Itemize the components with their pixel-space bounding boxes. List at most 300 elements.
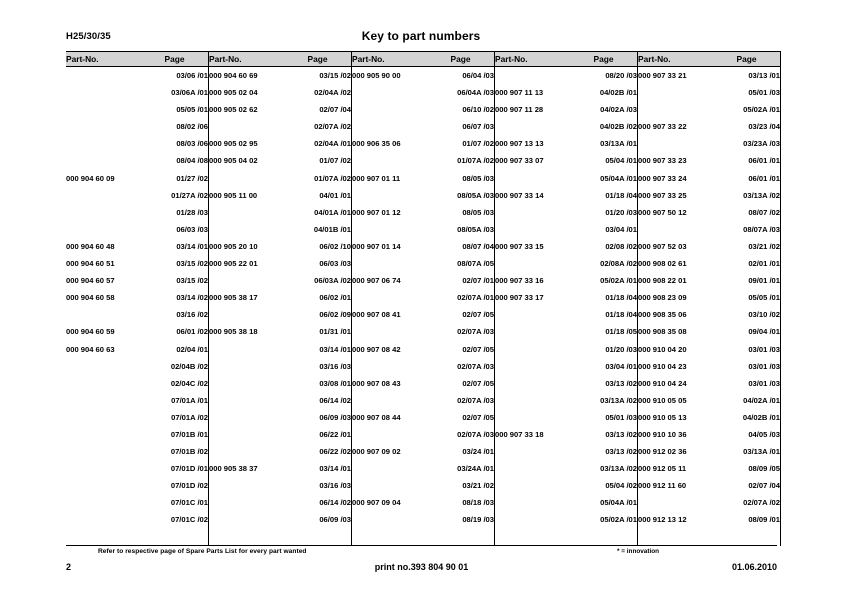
cell-part-no bbox=[209, 341, 285, 358]
column-header-page-1: Page bbox=[141, 52, 209, 67]
cell-part-no bbox=[352, 187, 428, 204]
cell-part-no bbox=[66, 511, 141, 528]
cell-part-no bbox=[209, 170, 285, 187]
cell-part-no bbox=[66, 477, 141, 494]
cell-part-no bbox=[352, 460, 428, 477]
cell-page: 03/13A /02 bbox=[600, 395, 637, 405]
cell-page: 05/02A /01 bbox=[600, 276, 637, 286]
cell-page: 03/24 /01 bbox=[462, 447, 494, 457]
cell-page: 02/04C /02 bbox=[170, 378, 208, 388]
document-header bbox=[66, 31, 776, 49]
cell-part-no bbox=[495, 170, 571, 187]
cell-part-no bbox=[495, 392, 571, 409]
table-row bbox=[66, 375, 781, 392]
cell-part-no bbox=[352, 84, 428, 101]
cell-page: 03/24A /01 bbox=[457, 464, 494, 474]
table-row bbox=[66, 101, 781, 118]
cell-page: 07/01B /01 bbox=[170, 429, 208, 439]
cell-part-no: 000 905 38 18 bbox=[209, 323, 285, 340]
cell-page: 06/02 /01 bbox=[319, 293, 351, 303]
column-header-page-4: Page bbox=[570, 52, 638, 67]
column-header-part-no-4: Part-No. bbox=[495, 52, 571, 67]
cell-page: 01/07 /02 bbox=[462, 139, 494, 149]
cell-part-no: 000 908 35 08 bbox=[638, 323, 714, 340]
cell-page: 05/05 /01 bbox=[176, 105, 208, 115]
cell-page: 08/07 /02 bbox=[713, 204, 781, 221]
document-footer bbox=[66, 562, 777, 576]
table-row bbox=[66, 306, 781, 323]
page-number: 2 bbox=[66, 562, 72, 572]
cell-part-no bbox=[66, 101, 141, 118]
cell-page: 04/02B /02 bbox=[599, 122, 637, 132]
print-number: print no.393 804 90 01 bbox=[374, 562, 469, 572]
cell-page: 01/20 /03 bbox=[605, 207, 637, 217]
column-header-page-5: Page bbox=[713, 52, 781, 67]
table-row bbox=[66, 204, 781, 221]
table-row bbox=[66, 187, 781, 204]
cell-part-no bbox=[638, 494, 714, 511]
cell-part-no: 000 907 08 43 bbox=[352, 375, 428, 392]
table-row bbox=[66, 238, 781, 255]
cell-part-no bbox=[352, 118, 428, 135]
cell-page: 04/01 /01 bbox=[319, 190, 351, 200]
cell-page: 02/08A /02 bbox=[600, 259, 637, 269]
cell-page: 07/01D /02 bbox=[170, 481, 208, 491]
cell-part-no bbox=[352, 392, 428, 409]
cell-page: 02/07A /03 bbox=[457, 395, 494, 405]
cell-part-no: 000 907 08 41 bbox=[352, 306, 428, 323]
cell-page: 02/07A /03 bbox=[457, 361, 494, 371]
table-row bbox=[66, 494, 781, 511]
cell-page: 06/01 /02 bbox=[176, 327, 208, 337]
cell-page: 01/28 /03 bbox=[176, 207, 208, 217]
cell-page: 05/04 /02 bbox=[605, 481, 637, 491]
cell-part-no: 000 908 02 61 bbox=[638, 255, 714, 272]
cell-part-no: 000 904 60 63 bbox=[66, 344, 115, 354]
cell-page: 08/02 /06 bbox=[176, 122, 208, 132]
cell-page: 06/09 /03 bbox=[319, 515, 351, 525]
cell-part-no bbox=[66, 392, 141, 409]
cell-page: 03/16 /02 bbox=[176, 310, 208, 320]
cell-part-no: 000 905 38 17 bbox=[209, 289, 285, 306]
cell-page: 02/07 /04 bbox=[713, 477, 781, 494]
cell-part-no bbox=[66, 221, 141, 238]
table-row bbox=[66, 135, 781, 152]
cell-page: 06/03A /02 bbox=[314, 276, 351, 286]
cell-page: 05/02A /01 bbox=[600, 515, 637, 525]
cell-part-no bbox=[495, 375, 571, 392]
cell-page: 05/01 /03 bbox=[713, 84, 781, 101]
cell-page: 03/01 /03 bbox=[713, 375, 781, 392]
cell-part-no bbox=[495, 443, 571, 460]
cell-part-no bbox=[352, 152, 428, 169]
cell-page: 08/18 /03 bbox=[462, 498, 494, 508]
cell-part-no bbox=[352, 529, 428, 546]
cell-page: 06/22 /01 bbox=[319, 429, 351, 439]
cell-page: 01/07 /02 bbox=[319, 156, 351, 166]
cell-part-no bbox=[209, 443, 285, 460]
cell-page: 03/01 /03 bbox=[713, 341, 781, 358]
cell-part-no: 000 904 60 59 bbox=[66, 327, 115, 337]
cell-part-no: 000 904 60 09 bbox=[66, 173, 115, 183]
cell-part-no bbox=[66, 529, 141, 546]
cell-page: 05/02A /01 bbox=[713, 101, 781, 118]
cell-part-no bbox=[66, 152, 141, 169]
cell-part-no bbox=[66, 84, 141, 101]
cell-part-no: 000 907 09 04 bbox=[352, 494, 428, 511]
cell-page: 01/27 /02 bbox=[176, 173, 208, 183]
cell-page: 04/02A /01 bbox=[713, 392, 781, 409]
cell-part-no: 000 912 05 11 bbox=[638, 460, 714, 477]
cell-part-no: 000 910 04 23 bbox=[638, 358, 714, 375]
cell-page: 04/02A /03 bbox=[600, 105, 637, 115]
cell-page: 03/23 /04 bbox=[713, 118, 781, 135]
cell-page: 08/05A /03 bbox=[457, 190, 494, 200]
cell-part-no: 000 908 35 06 bbox=[638, 306, 714, 323]
cell-part-no bbox=[495, 341, 571, 358]
cell-part-no: 000 907 08 44 bbox=[352, 409, 428, 426]
cell-part-no bbox=[495, 460, 571, 477]
cell-part-no bbox=[209, 118, 285, 135]
cell-part-no: 000 912 11 60 bbox=[638, 477, 714, 494]
table-bottom-rule bbox=[66, 545, 777, 546]
cell-page: 06/03 /03 bbox=[176, 224, 208, 234]
cell-page: 01/07A /02 bbox=[457, 156, 494, 166]
column-header-part-no-1: Part-No. bbox=[66, 52, 141, 67]
cell-part-no bbox=[209, 306, 285, 323]
cell-page: 05/05 /01 bbox=[713, 289, 781, 306]
cell-part-no bbox=[66, 426, 141, 443]
cell-page: 01/20 /03 bbox=[605, 344, 637, 354]
cell-part-no bbox=[209, 494, 285, 511]
cell-part-no: 000 908 22 01 bbox=[638, 272, 714, 289]
cell-page: 07/01A /02 bbox=[171, 412, 208, 422]
cell-page: 02/07 /04 bbox=[319, 105, 351, 115]
cell-page: 03/14 /01 bbox=[319, 464, 351, 474]
cell-part-no: 000 910 04 24 bbox=[638, 375, 714, 392]
table-row bbox=[66, 84, 781, 101]
cell-part-no bbox=[66, 443, 141, 460]
cell-part-no: 000 904 60 51 bbox=[66, 259, 115, 269]
cell-page: 05/04A /01 bbox=[600, 173, 637, 183]
cell-page: 06/09 /03 bbox=[319, 412, 351, 422]
cell-page: 07/01C /02 bbox=[170, 515, 208, 525]
table-row bbox=[66, 67, 781, 85]
cell-page: 08/04 /08 bbox=[176, 156, 208, 166]
cell-page: 03/10 /02 bbox=[713, 306, 781, 323]
cell-page: 04/01B /01 bbox=[313, 224, 351, 234]
cell-part-no bbox=[209, 204, 285, 221]
cell-page: 03/01 /03 bbox=[713, 358, 781, 375]
cell-page: 08/07A /03 bbox=[713, 221, 781, 238]
cell-part-no: 000 912 13 12 bbox=[638, 511, 714, 528]
cell-part-no: 000 907 11 13 bbox=[495, 84, 571, 101]
cell-part-no bbox=[352, 323, 428, 340]
cell-page: 02/07 /05 bbox=[462, 378, 494, 388]
footnote-spare-parts: Refer to respective page of Spare Parts List for every part wanted bbox=[98, 548, 307, 555]
cell-part-no: 000 905 02 95 bbox=[209, 135, 285, 152]
cell-part-no: 000 908 23 09 bbox=[638, 289, 714, 306]
table-row bbox=[66, 426, 781, 443]
cell-page: 01/18 /04 bbox=[605, 190, 637, 200]
cell-page: 08/03 /06 bbox=[176, 139, 208, 149]
cell-part-no: 000 907 52 03 bbox=[638, 238, 714, 255]
cell-page: 02/04A /01 bbox=[314, 139, 351, 149]
cell-part-no: 000 905 04 02 bbox=[209, 152, 285, 169]
cell-page: 03/04 /01 bbox=[605, 224, 637, 234]
cell-page: 03/06A /01 bbox=[171, 88, 208, 98]
cell-part-no bbox=[638, 135, 714, 152]
cell-part-no: 000 907 06 74 bbox=[352, 272, 428, 289]
cell-part-no bbox=[66, 67, 141, 85]
cell-page: 02/07A /03 bbox=[457, 327, 494, 337]
cell-page: 06/02 /09 bbox=[319, 310, 351, 320]
cell-part-no: 000 910 04 20 bbox=[638, 341, 714, 358]
table-row bbox=[66, 409, 781, 426]
cell-page bbox=[141, 529, 209, 546]
cell-page: 01/31 /01 bbox=[319, 327, 351, 337]
cell-part-no: 000 907 33 18 bbox=[495, 426, 571, 443]
cell-page: 08/09 /01 bbox=[713, 511, 781, 528]
cell-page: 02/07A /02 bbox=[713, 494, 781, 511]
cell-part-no bbox=[638, 84, 714, 101]
cell-part-no: 000 905 22 01 bbox=[209, 255, 285, 272]
cell-page: 06/14 /02 bbox=[319, 395, 351, 405]
cell-part-no bbox=[209, 477, 285, 494]
cell-part-no bbox=[495, 511, 571, 528]
table-row bbox=[66, 460, 781, 477]
cell-page: 02/07A /03 bbox=[457, 429, 494, 439]
cell-part-no bbox=[352, 477, 428, 494]
cell-page: 02/01 /01 bbox=[713, 255, 781, 272]
cell-part-no bbox=[66, 306, 141, 323]
cell-part-no bbox=[352, 426, 428, 443]
cell-page: 02/07 /05 bbox=[462, 344, 494, 354]
cell-page: 03/16 /03 bbox=[319, 361, 351, 371]
table-row bbox=[66, 392, 781, 409]
cell-page: 03/13A /01 bbox=[600, 139, 637, 149]
cell-part-no: 000 904 60 69 bbox=[209, 67, 285, 85]
cell-page: 08/07A /05 bbox=[457, 259, 494, 269]
cell-part-no bbox=[495, 477, 571, 494]
table-header-row bbox=[66, 52, 781, 67]
cell-part-no: 000 907 33 16 bbox=[495, 272, 571, 289]
cell-part-no bbox=[209, 221, 285, 238]
cell-page: 06/04 /03 bbox=[462, 71, 494, 80]
cell-part-no: 000 905 02 04 bbox=[209, 84, 285, 101]
cell-part-no: 000 904 60 58 bbox=[66, 293, 115, 303]
cell-page: 06/02 /10 bbox=[319, 241, 351, 251]
column-header-page-2: Page bbox=[284, 52, 352, 67]
cell-page: 02/07 /01 bbox=[462, 276, 494, 286]
cell-page: 03/08 /01 bbox=[319, 378, 351, 388]
cell-part-no bbox=[209, 511, 285, 528]
cell-page bbox=[570, 529, 638, 546]
cell-part-no bbox=[495, 358, 571, 375]
cell-part-no: 000 907 13 13 bbox=[495, 135, 571, 152]
cell-part-no: 000 907 33 17 bbox=[495, 289, 571, 306]
cell-page: 06/14 /02 bbox=[319, 498, 351, 508]
cell-page: 03/15 /02 bbox=[176, 276, 208, 286]
cell-page: 06/03 /03 bbox=[319, 259, 351, 269]
cell-page: 09/04 /01 bbox=[713, 323, 781, 340]
cell-part-no bbox=[352, 221, 428, 238]
cell-page: 02/08 /02 bbox=[605, 241, 637, 251]
cell-page: 03/13 /02 bbox=[605, 378, 637, 388]
cell-page: 08/09 /05 bbox=[713, 460, 781, 477]
cell-part-no bbox=[66, 204, 141, 221]
cell-page: 05/04 /01 bbox=[605, 156, 637, 166]
model-code: H25/30/35 bbox=[66, 31, 111, 42]
cell-part-no: 000 904 60 48 bbox=[66, 241, 115, 251]
cell-part-no: 000 907 33 24 bbox=[638, 170, 714, 187]
cell-page: 03/16 /03 bbox=[319, 481, 351, 491]
cell-page: 04/02B /01 bbox=[713, 409, 781, 426]
cell-part-no bbox=[352, 358, 428, 375]
cell-part-no: 000 905 02 62 bbox=[209, 101, 285, 118]
table-row bbox=[66, 255, 781, 272]
cell-part-no: 000 907 11 28 bbox=[495, 101, 571, 118]
cell-page: 04/02B /01 bbox=[599, 88, 637, 98]
part-number-key-table bbox=[66, 51, 781, 546]
cell-part-no: 000 907 33 25 bbox=[638, 187, 714, 204]
cell-part-no bbox=[638, 101, 714, 118]
cell-part-no bbox=[209, 409, 285, 426]
cell-page: 03/23A /03 bbox=[713, 135, 781, 152]
cell-page: 03/14 /01 bbox=[176, 241, 208, 251]
cell-part-no bbox=[352, 289, 428, 306]
cell-part-no: 000 910 10 36 bbox=[638, 426, 714, 443]
cell-page: 06/10 /02 bbox=[462, 105, 494, 115]
cell-page bbox=[713, 529, 781, 546]
cell-part-no bbox=[495, 67, 571, 85]
cell-part-no bbox=[638, 529, 714, 546]
cell-page: 06/01 /01 bbox=[713, 170, 781, 187]
cell-page: 02/07 /05 bbox=[462, 310, 494, 320]
cell-part-no bbox=[352, 101, 428, 118]
cell-page: 06/04A /03 bbox=[457, 88, 494, 98]
cell-part-no bbox=[495, 255, 571, 272]
cell-part-no bbox=[352, 511, 428, 528]
cell-part-no: 000 910 05 13 bbox=[638, 409, 714, 426]
column-header-part-no-2: Part-No. bbox=[209, 52, 285, 67]
cell-part-no bbox=[209, 529, 285, 546]
cell-part-no bbox=[209, 272, 285, 289]
table-row bbox=[66, 443, 781, 460]
cell-part-no: 000 905 20 10 bbox=[209, 238, 285, 255]
cell-page: 03/14 /02 bbox=[176, 293, 208, 303]
table-row bbox=[66, 118, 781, 135]
column-header-part-no-3: Part-No. bbox=[352, 52, 428, 67]
table-row bbox=[66, 323, 781, 340]
cell-part-no: 000 907 33 22 bbox=[638, 118, 714, 135]
cell-page: 03/15 /02 bbox=[176, 259, 208, 269]
cell-page: 03/14 /01 bbox=[319, 344, 351, 354]
cell-page: 09/01 /01 bbox=[713, 272, 781, 289]
cell-page: 03/13 /01 bbox=[713, 67, 781, 85]
table-row bbox=[66, 152, 781, 169]
cell-part-no bbox=[495, 529, 571, 546]
cell-page: 03/13A /01 bbox=[713, 443, 781, 460]
cell-page: 02/07A /02 bbox=[314, 122, 351, 132]
cell-page: 03/21 /02 bbox=[462, 481, 494, 491]
cell-page: 03/04 /01 bbox=[605, 361, 637, 371]
cell-page: 01/18 /05 bbox=[605, 327, 637, 337]
cell-page: 02/04B /02 bbox=[170, 361, 208, 371]
column-header-page-3: Page bbox=[427, 52, 495, 67]
cell-part-no bbox=[495, 323, 571, 340]
column-header-part-no-5: Part-No. bbox=[638, 52, 714, 67]
cell-part-no: 000 907 01 12 bbox=[352, 204, 428, 221]
cell-part-no bbox=[352, 255, 428, 272]
cell-part-no bbox=[638, 221, 714, 238]
cell-page: 08/05 /03 bbox=[462, 207, 494, 217]
document-date: 01.06.2010 bbox=[731, 562, 777, 572]
cell-part-no: 000 907 08 42 bbox=[352, 341, 428, 358]
cell-part-no bbox=[66, 409, 141, 426]
cell-page: 07/01B /02 bbox=[170, 447, 208, 457]
table-row bbox=[66, 289, 781, 306]
cell-page: 04/01A /01 bbox=[314, 207, 351, 217]
cell-part-no bbox=[66, 135, 141, 152]
cell-page: 07/01C /01 bbox=[170, 498, 208, 508]
table-row bbox=[66, 511, 781, 528]
cell-page: 06/07 /03 bbox=[462, 122, 494, 132]
table-row bbox=[66, 221, 781, 238]
footnote-innovation: * = innovation bbox=[617, 548, 660, 555]
cell-page: 02/07A /01 bbox=[457, 293, 494, 303]
table-row bbox=[66, 358, 781, 375]
cell-page: 06/22 /02 bbox=[319, 447, 351, 457]
cell-part-no: 000 907 01 14 bbox=[352, 238, 428, 255]
cell-page: 05/01 /03 bbox=[605, 412, 637, 422]
table-body bbox=[66, 67, 781, 546]
table-row bbox=[66, 477, 781, 494]
cell-page: 03/15 /02 bbox=[319, 71, 351, 80]
cell-page: 07/01A /01 bbox=[171, 395, 208, 405]
cell-page: 01/18 /04 bbox=[605, 310, 637, 320]
table-row bbox=[66, 170, 781, 187]
cell-page bbox=[427, 529, 495, 546]
cell-part-no: 000 912 02 36 bbox=[638, 443, 714, 460]
cell-part-no bbox=[66, 358, 141, 375]
cell-part-no: 000 907 33 15 bbox=[495, 238, 571, 255]
cell-part-no bbox=[495, 204, 571, 221]
cell-page: 03/06 /01 bbox=[176, 71, 208, 80]
cell-part-no: 000 905 90 00 bbox=[352, 67, 428, 85]
cell-page: 03/13 /02 bbox=[605, 447, 637, 457]
cell-part-no bbox=[209, 392, 285, 409]
cell-page: 06/01 /01 bbox=[713, 152, 781, 169]
cell-part-no: 000 905 11 00 bbox=[209, 187, 285, 204]
cell-page: 01/18 /04 bbox=[605, 293, 637, 303]
cell-page: 08/20 /03 bbox=[605, 71, 637, 80]
cell-page: 08/05 /03 bbox=[462, 173, 494, 183]
cell-page: 01/27A /02 bbox=[171, 190, 208, 200]
cell-part-no bbox=[66, 460, 141, 477]
cell-part-no: 000 907 33 07 bbox=[495, 152, 571, 169]
cell-part-no bbox=[495, 409, 571, 426]
cell-page: 01/07A /02 bbox=[314, 173, 351, 183]
cell-part-no: 000 910 05 05 bbox=[638, 392, 714, 409]
table-row bbox=[66, 341, 781, 358]
cell-part-no: 000 906 35 06 bbox=[352, 135, 428, 152]
cell-part-no: 000 907 33 21 bbox=[638, 67, 714, 85]
cell-part-no: 000 907 33 23 bbox=[638, 152, 714, 169]
cell-part-no: 000 907 50 12 bbox=[638, 204, 714, 221]
cell-page: 03/13A /02 bbox=[600, 464, 637, 474]
cell-part-no: 000 907 01 11 bbox=[352, 170, 428, 187]
